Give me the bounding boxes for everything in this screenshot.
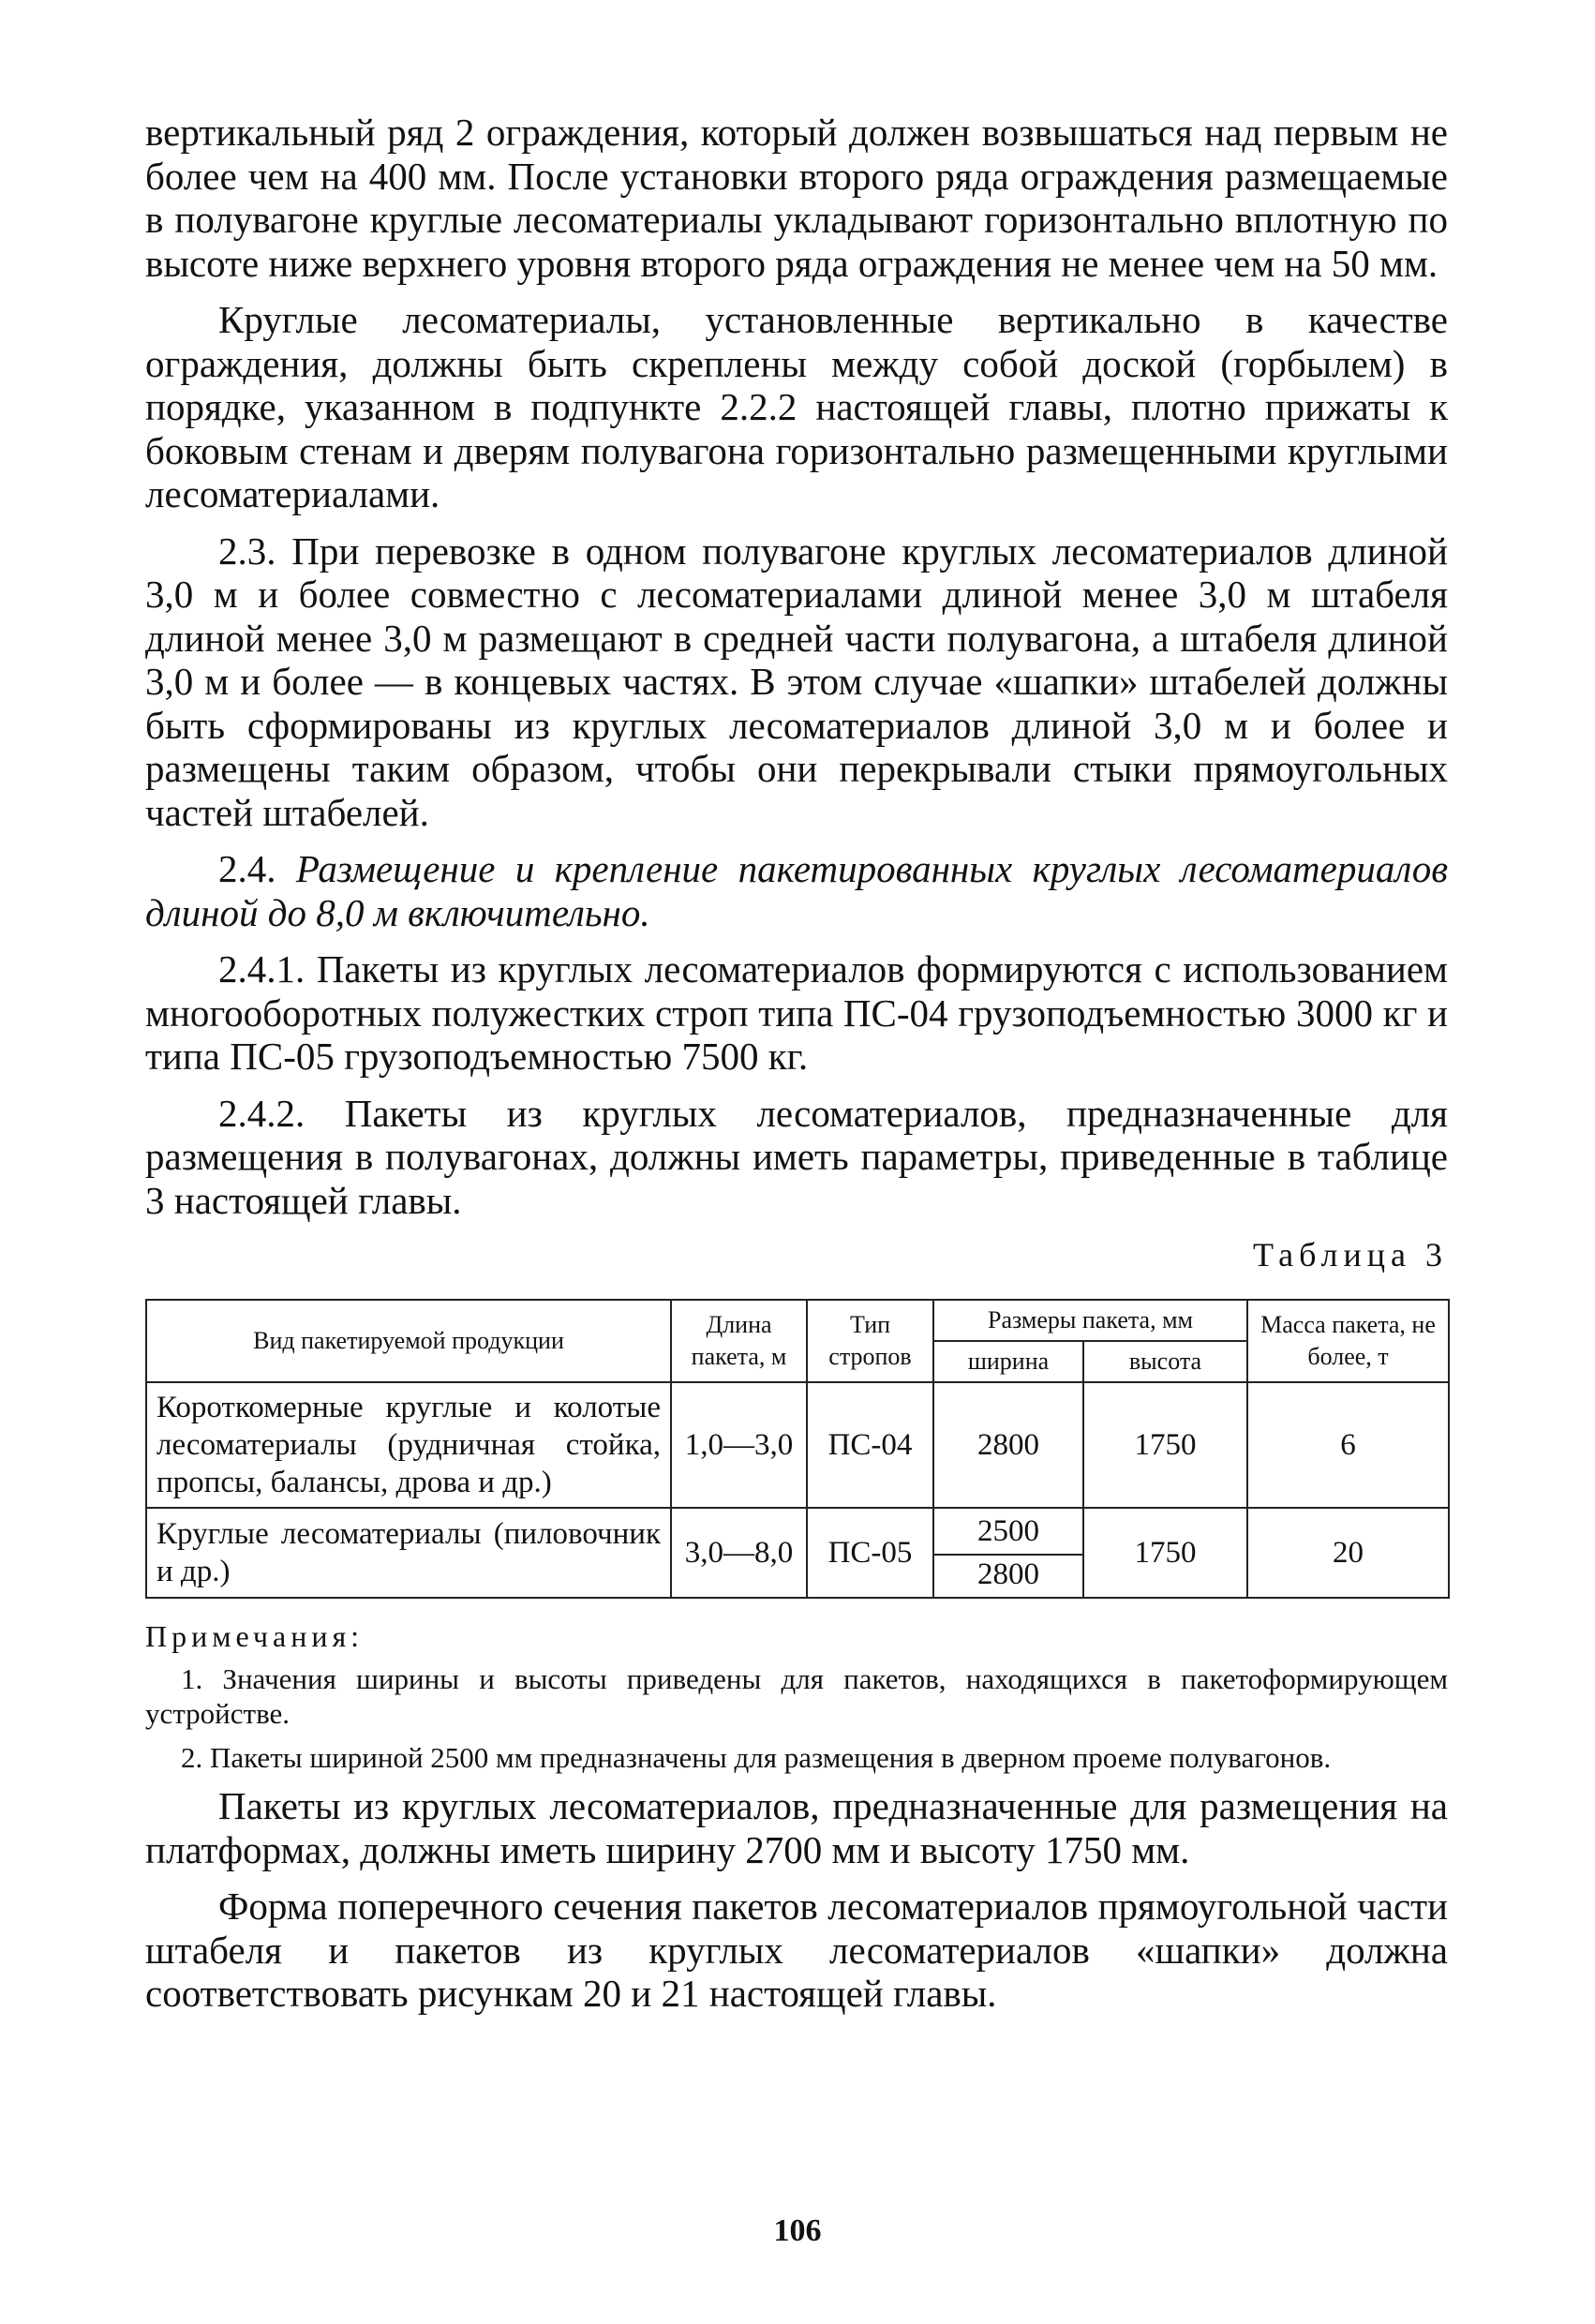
cell-width-standard: 2800 (977, 1557, 1039, 1591)
paragraph-2-3: 2.3. При перевозке в одном полувагоне круглых лесоматериалов длиной 3,0 м и более совместно с лесоматериалами длиной менее 3,0 м штабеля длиной менее 3,0 м размещают в средней части полувагона, а штабеля длиной 3,0 м и более — в концевых частях. В этом случае «шапки» штабелей должны быть сформированы из круглых лесоматериалов длиной 3,0 м и более и размещены таким образом, чтобы они перекрывали стыки прямоугольных частей штабелей. (145, 529, 1448, 834)
page-number: 106 (773, 2213, 822, 2248)
table-row (146, 1382, 1449, 1508)
section-number: 2.4. (218, 847, 276, 890)
table-notes (145, 1619, 1448, 1775)
paragraph-cross-section: Форма поперечного сечения пакетов лесоматериалов прямоугольной части штабеля и пакетов из круглых лесоматериалов «шапки» должна соответствовать рисункам 20 и 21 настоящей главы. (145, 1885, 1448, 2015)
package-parameters-table (145, 1299, 1450, 1599)
table-header-row (146, 1300, 1449, 1341)
table-caption: Таблица 3 (1253, 1236, 1448, 1274)
notes-title: Примечания: (145, 1619, 365, 1653)
cell-mass: 6 (1247, 1382, 1449, 1508)
header-mass: Масса пакета, не более, т (1247, 1300, 1449, 1382)
page-content (145, 111, 1448, 2029)
cell-product: Короткомерные круглые и колотые лесоматериалы (рудничная стойка, пропсы, балансы, дрова и др.) (146, 1382, 671, 1508)
section-2-4-heading (145, 847, 1448, 934)
cell-product: Круглые лесоматериалы (пиловочник и др.) (146, 1508, 671, 1598)
cell-mass: 20 (1247, 1508, 1449, 1598)
header-height: высота (1083, 1341, 1247, 1382)
table-row (146, 1508, 1449, 1598)
paragraph-2-4-1: 2.4.1. Пакеты из круглых лесоматериалов формируются с использованием многооборотных полужестких строп типа ПС-04 грузоподъемностью 3000 кг и типа ПС-05 грузоподъемностью 7500 кг. (145, 947, 1448, 1078)
note-item: 1. Значения ширины и высоты приведены для пакетов, находящихся в пакетоформирующем устройстве. (145, 1662, 1448, 1730)
paragraph-2-4-2: 2.4.2. Пакеты из круглых лесоматериалов, предназначенные для размещения в полувагонах, должны иметь параметры, приведенные в таблице 3 настоящей главы. (145, 1091, 1448, 1222)
paragraph-platform-packages: Пакеты из круглых лесоматериалов, предназначенные для размещения на платформах, должны иметь ширину 2700 мм и высоту 1750 мм. (145, 1784, 1448, 1871)
cell-width: 2800 (933, 1382, 1083, 1508)
header-length: Длина пакета, м (671, 1300, 807, 1382)
header-width: ширина (933, 1341, 1083, 1382)
paragraph-fence-row: вертикальный ряд 2 ограждения, который должен возвышаться над первым не более чем на 400 мм. После установки второго ряда ограждения размещаемые в полувагоне круглые лесоматериалы укладывают горизонтально вплотную по высоте ниже верхнего уровня второго ряда ограждения не менее чем на 50 мм. (145, 111, 1448, 285)
header-dimensions: Размеры пакета, мм (933, 1300, 1247, 1341)
header-product: Вид пакетируемой продукции (146, 1300, 671, 1382)
section-title: Размещение и крепление пакетированных круглых лесоматериалов длиной до 8,0 м включительно. (145, 847, 1448, 934)
cell-length: 1,0—3,0 (671, 1382, 807, 1508)
cell-sling: ПС-04 (807, 1382, 933, 1508)
cell-length: 3,0—8,0 (671, 1508, 807, 1598)
cell-height: 1750 (1083, 1508, 1247, 1598)
cell-width-split (933, 1508, 1083, 1598)
header-sling: Тип стропов (807, 1300, 933, 1382)
note-item: 2. Пакеты шириной 2500 мм предназначены для размещения в дверном проеме полувагонов. (181, 1741, 1332, 1774)
cell-width-door: 2500 (934, 1509, 1082, 1556)
cell-sling: ПС-05 (807, 1508, 933, 1598)
paragraph-fence-fastening: Круглые лесоматериалы, установленные вертикально в качестве ограждения, должны быть скреплены между собой доской (горбылем) в порядке, указанном в подпункте 2.2.2 настоящей главы, плотно прижаты к боковым стенам и дверям полувагона горизонтально размещенными круглыми лесоматериалами. (145, 298, 1448, 515)
cell-height: 1750 (1083, 1382, 1247, 1508)
